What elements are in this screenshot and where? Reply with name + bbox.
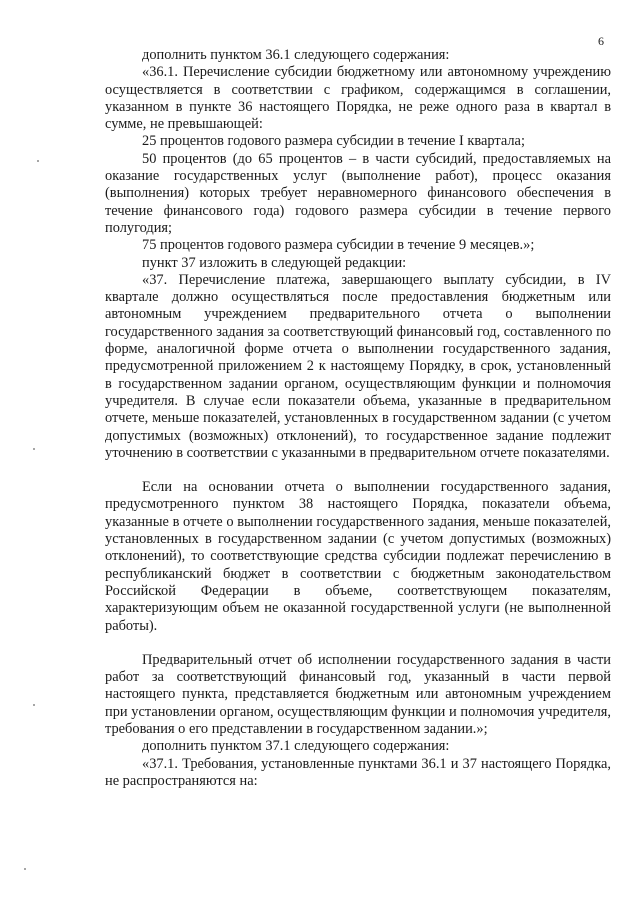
paragraph: Если на основании отчета о выполнении государственного задания, предусмотренного пунктом 38 настоящего Порядка, показатели объема, указанные в отчете о выполнении государственного задания, меньше показателей, установленных в государственном задании (с учетом допустимых (возможных) отклонений), то соответствующие средства субсидии подлежат перечислению в республиканский бюджет в соответствии с бюджетным законодательством Российской Федерации в объеме, соответствующем показателям, характеризующим объем не оказанной государственной услуги (не выполненной работы).: [105, 479, 611, 634]
scan-speck: [37, 160, 39, 162]
scan-speck: [24, 868, 26, 870]
paragraph: «37.1. Требования, установленные пунктами 36.1 и 37 настоящего Порядка, не распространяются на:: [105, 755, 611, 789]
paragraph: «37. Перечисление платежа, завершающего выплату субсидии, в IV квартале должно осуществляться после предоставления бюджетным или автономным учреждением предварительного отчета о выполнении государственного задания за соответствующий финансовый год, составленного по форме, аналогичной форме отчета о выполнении государственного задания, предусмотренной приложением 2 к настоящему Порядку, в срок, установленный в государственном задании органом, осуществляющим функции и полномочия учредителя. В случае если показатели объема, указанные в предварительном отчете, меньше показателей, установленных в государственном задании (с учетом допустимых (возможных) отклонений), то государственное задание подлежит уточнению в соответствии с указанными в предварительном отчете показателями.: [105, 271, 611, 461]
document-body: [105, 47, 611, 790]
scan-speck: [33, 704, 35, 706]
paragraph: дополнить пунктом 37.1 следующего содержания:: [142, 738, 450, 755]
paragraph: 75 процентов годового размера субсидии в течение 9 месяцев.»;: [142, 237, 535, 254]
paragraph: 50 процентов (до 65 процентов – в части субсидий, предоставляемых на оказание государственных услуг (выполнение работ), процесс оказания (выполнения) которых требует неравномерного финансового обеспечения в течение финансового года) годового размера субсидии в течение первого полугодия;: [105, 150, 611, 236]
paragraph: «36.1. Перечисление субсидии бюджетному или автономному учреждению осуществляется в соответствии с графиком, содержащимся в соглашении, указанном в пункте 36 настоящего Порядка, не реже одного раза в квартал в сумме, не превышающей:: [105, 64, 611, 133]
page-number: 6: [598, 34, 604, 48]
paragraph: дополнить пунктом 36.1 следующего содержания:: [142, 47, 450, 63]
paragraph: пункт 37 изложить в следующей редакции:: [142, 254, 407, 271]
paragraph: 25 процентов годового размера субсидии в течение I квартала;: [142, 133, 525, 150]
scan-speck: [33, 448, 35, 450]
paragraph: Предварительный отчет об исполнении государственного задания в части работ за соответствующий финансовый год, указанный в части первой настоящего пункта, представляется бюджетным или автономным учреждением при установлении органом, осуществляющим функции и полномочия учредителя, требования о его представлении в государственном задании.»;: [105, 651, 611, 737]
